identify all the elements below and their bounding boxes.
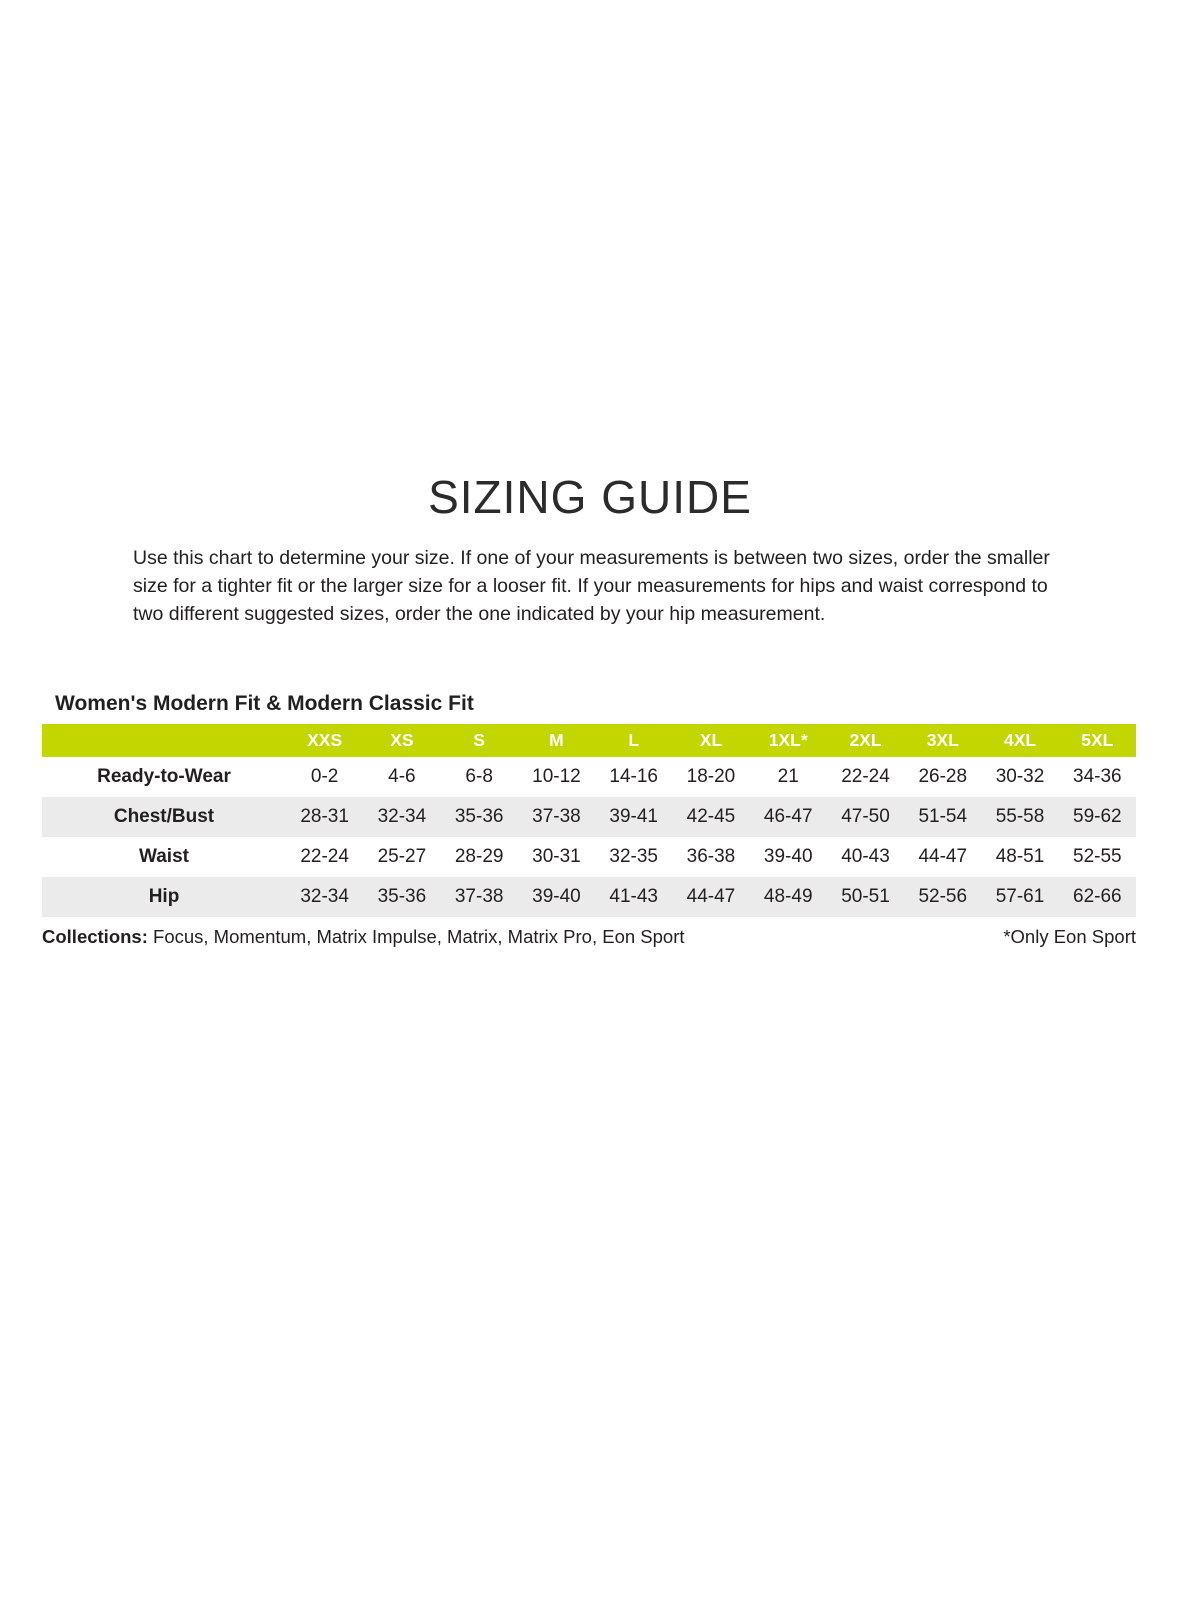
table-cell: 39-41 (609, 806, 658, 827)
table-cell: 21 (777, 766, 799, 787)
section-title: Women's Modern Fit & Modern Classic Fit (55, 692, 474, 715)
table-cell: 44-47 (686, 886, 736, 907)
table-row-ready-to-wear (42, 757, 1136, 797)
table-cell: 37-38 (454, 886, 504, 907)
size-column-header: XXS (286, 724, 363, 757)
size-column-header: XL (672, 724, 749, 757)
table-cell: 39-40 (532, 886, 581, 907)
row-label: Waist (139, 846, 189, 867)
table-cell: 57-61 (995, 886, 1045, 907)
table-cell: 34-36 (1073, 766, 1122, 787)
table-row-chest-bust (42, 797, 1136, 837)
table-cell: 22-24 (841, 766, 890, 787)
table-cell: 35-36 (377, 886, 427, 907)
table-cell: 28-31 (300, 806, 349, 827)
size-column-header: 3XL (904, 724, 981, 757)
table-cell: 39-40 (763, 846, 813, 867)
table-cell: 4-6 (388, 766, 416, 787)
row-label: Ready-to-Wear (97, 766, 231, 787)
footnote-text: *Only Eon Sport (1003, 926, 1136, 947)
table-cell: 32-34 (377, 806, 427, 827)
collections-label: Collections: (42, 926, 148, 947)
table-cell: 22-24 (300, 846, 349, 867)
table-cell: 25-27 (377, 846, 427, 867)
table-cell: 46-47 (763, 806, 813, 827)
sizing-table (42, 724, 1136, 917)
size-column-header: XS (363, 724, 440, 757)
table-cell: 14-16 (609, 766, 658, 787)
collections-line (42, 926, 1136, 948)
table-row-hip (42, 877, 1136, 917)
row-label: Hip (148, 886, 180, 907)
size-column-header: L (595, 724, 672, 757)
page-title: SIZING GUIDE (428, 471, 752, 523)
table-cell: 41-43 (609, 886, 658, 907)
header-empty-cell (42, 724, 286, 757)
table-header-row (42, 724, 1136, 757)
table-cell: 52-56 (918, 886, 968, 907)
table-cell: 37-38 (532, 806, 581, 827)
table-cell: 32-34 (300, 886, 349, 907)
table-cell: 62-66 (1073, 886, 1122, 907)
size-column-header: 4XL (981, 724, 1058, 757)
table-cell: 42-45 (686, 806, 736, 827)
size-column-header: 2XL (827, 724, 904, 757)
table-cell: 51-54 (918, 806, 968, 827)
table-cell: 30-32 (995, 766, 1045, 787)
table-cell: 48-49 (763, 886, 813, 907)
table-cell: 0-2 (310, 766, 339, 787)
table-cell: 48-51 (995, 846, 1045, 867)
intro-paragraph: Use this chart to determine your size. If one of your measurements is between two sizes, order the smaller size for a tighter fit or the larger size for a looser fit. If your measurements for hips and waist correspond to two different suggested sizes, order the one indicated by your hip measurement. (133, 547, 1050, 625)
table-cell: 10-12 (532, 766, 581, 787)
table-cell: 47-50 (841, 806, 890, 827)
table-cell: 18-20 (686, 766, 736, 787)
table-cell: 35-36 (454, 806, 504, 827)
table-cell: 50-51 (841, 886, 890, 907)
table-cell: 59-62 (1073, 806, 1122, 827)
table-cell: 28-29 (454, 846, 504, 867)
collections-text (42, 926, 685, 948)
table-row-waist (42, 837, 1136, 877)
size-column-header: M (518, 724, 595, 757)
table-cell: 55-58 (995, 806, 1045, 827)
collections-value: Focus, Momentum, Matrix Impulse, Matrix, Matrix Pro, Eon Sport (153, 926, 685, 947)
table-cell: 32-35 (609, 846, 658, 867)
size-column-header: 5XL (1059, 724, 1136, 757)
table-cell: 30-31 (532, 846, 581, 867)
size-column-header: 1XL* (750, 724, 827, 757)
table-cell: 44-47 (918, 846, 968, 867)
table-cell: 26-28 (918, 766, 968, 787)
table-cell: 40-43 (841, 846, 890, 867)
row-label: Chest/Bust (113, 806, 215, 827)
table-cell: 36-38 (686, 846, 736, 867)
size-column-header: S (441, 724, 518, 757)
table-cell: 52-55 (1073, 846, 1122, 867)
table-cell: 6-8 (465, 766, 493, 787)
